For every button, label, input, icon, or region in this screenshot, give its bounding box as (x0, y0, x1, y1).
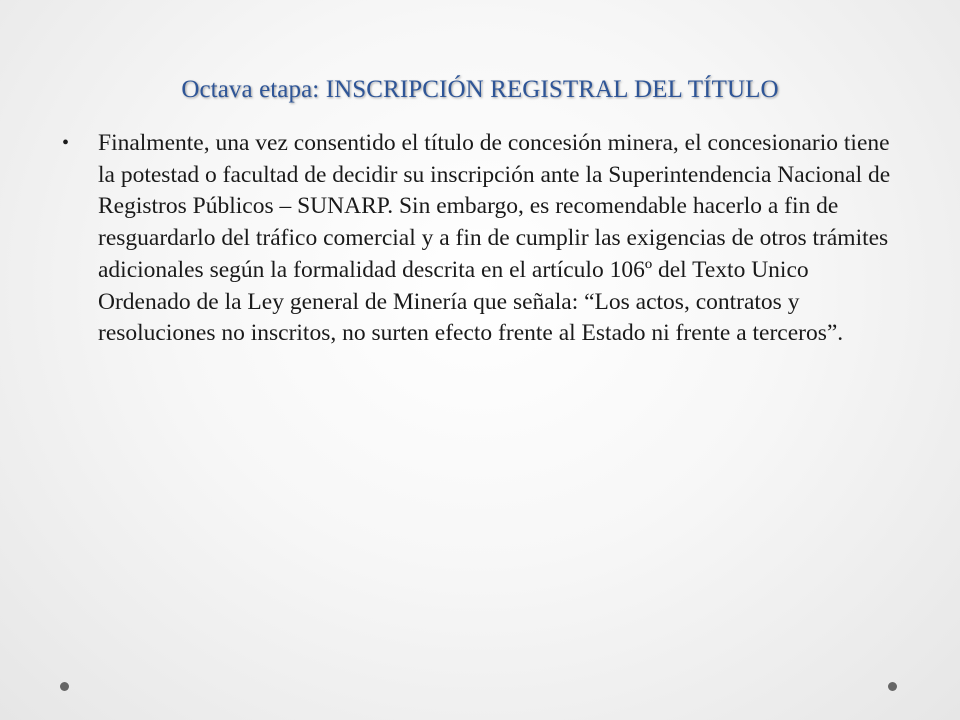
slide-title: Octava etapa: INSCRIPCIÓN REGISTRAL DEL TÍTULO (181, 76, 779, 103)
decorative-dot-icon-right (888, 682, 897, 691)
decorative-dot-icon-left (60, 682, 69, 691)
bullet-icon: • (62, 132, 70, 154)
slide-content (62, 128, 904, 350)
bullet-text: Finalmente, una vez consentido el título de concesión minera, el concesionario tiene la potestad o facultad de decidir su inscripción ante la Superintendencia Nacional de Registros Públicos – SUNARP. Sin embargo, es recomendable hacerlo a fin de resguardarlo del tráfico comercial y a fin de cumplir las exigencias de otros trámites adicionales según la formalidad descrita en el artículo 106º del Texto Unico Ordenado de la Ley general de Minería que señala: “Los actos, contratos y resoluciones no inscritos, no surten efecto frente al Estado ni frente a terceros”. (98, 130, 891, 347)
bullet-item (62, 128, 904, 350)
